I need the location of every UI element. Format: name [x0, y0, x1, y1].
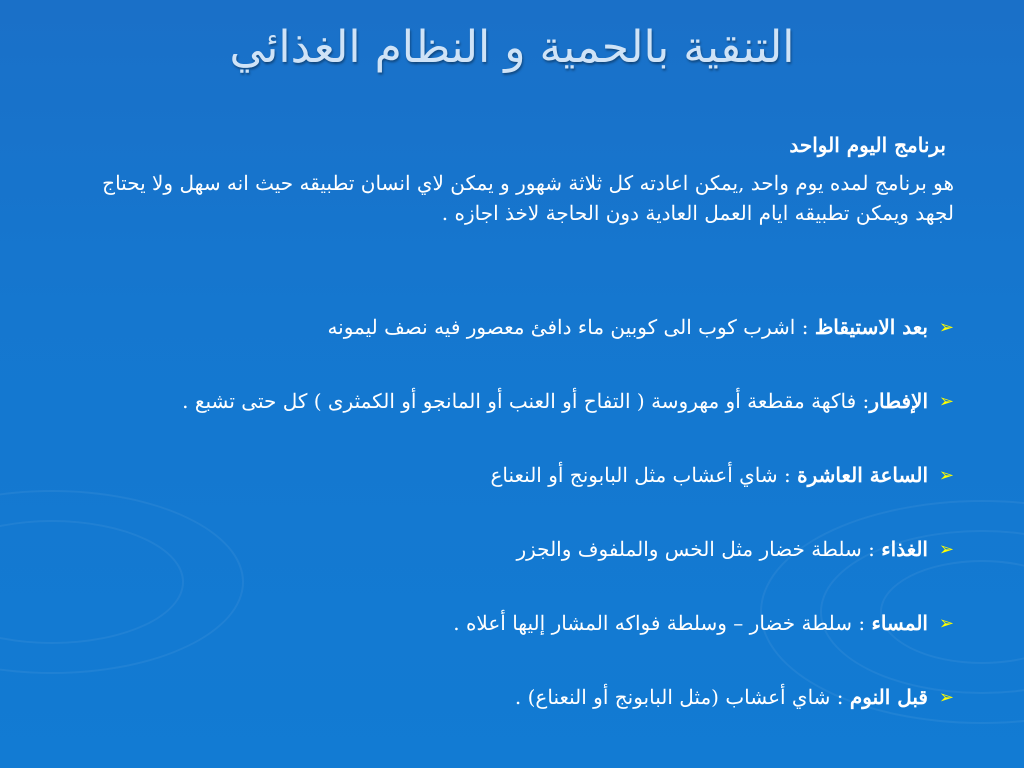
item-text: شاي أعشاب (مثل البابونج أو النعناع) . [514, 685, 831, 709]
item-label: بعد الاستيقاظ [814, 315, 928, 339]
chevron-check-icon: ➢ [938, 465, 954, 486]
chevron-check-icon: ➢ [938, 317, 954, 338]
item-separator: : [777, 463, 798, 487]
chevron-check-icon: ➢ [938, 613, 954, 634]
item-label: الإفطار [869, 389, 928, 413]
item-separator: : [861, 537, 882, 561]
chevron-check-icon: ➢ [938, 539, 954, 560]
meal-schedule-list [24, 312, 954, 756]
item-text: فاكهة مقطعة أو مهروسة ( التفاح أو العنب أو المانجو أو الكمثرى ) كل حتى تشبع . [182, 389, 857, 413]
item-text: سلطة خضار – وسلطة فواكه المشار إليها أعلاه . [453, 611, 852, 635]
intro-text: هو برنامج لمده يوم واحد ,يمكن اعادته كل ثلاثة شهور و يمكن لاي انسان تطبيقه حيث انه سهل ولا يحتاج لجهد ويمكن تطبيقه ايام العمل العادية دون الحاجة لاخذ اجازه . [102, 171, 954, 225]
item-label: قبل النوم [849, 685, 928, 709]
item-label: الساعة العاشرة [797, 463, 928, 487]
chevron-check-icon: ➢ [938, 687, 954, 708]
item-text: سلطة خضار مثل الخس والملفوف والجزر [516, 537, 862, 561]
item-separator: : [851, 611, 872, 635]
list-item [24, 534, 954, 564]
item-separator: : [795, 315, 815, 339]
slide-title: التنقية بالحمية و النظام الغذائي [229, 22, 795, 73]
item-text: اشرب كوب الى كوبين ماء دافئ معصور فيه نصف ليمونه [327, 315, 796, 339]
chevron-check-icon: ➢ [938, 391, 954, 412]
intro-heading: برنامج اليوم الواحد [789, 133, 946, 157]
item-separator: : [830, 685, 850, 709]
list-item [24, 608, 954, 638]
list-item [24, 312, 954, 342]
item-text: شاي أعشاب مثل البابونج أو النعناع [490, 463, 778, 487]
list-item [24, 682, 954, 712]
item-label: الغذاء [881, 537, 928, 561]
list-item [24, 386, 954, 416]
list-item [24, 460, 954, 490]
item-label: المساء [871, 611, 928, 635]
intro-section [66, 130, 954, 228]
item-separator: : [856, 389, 870, 413]
